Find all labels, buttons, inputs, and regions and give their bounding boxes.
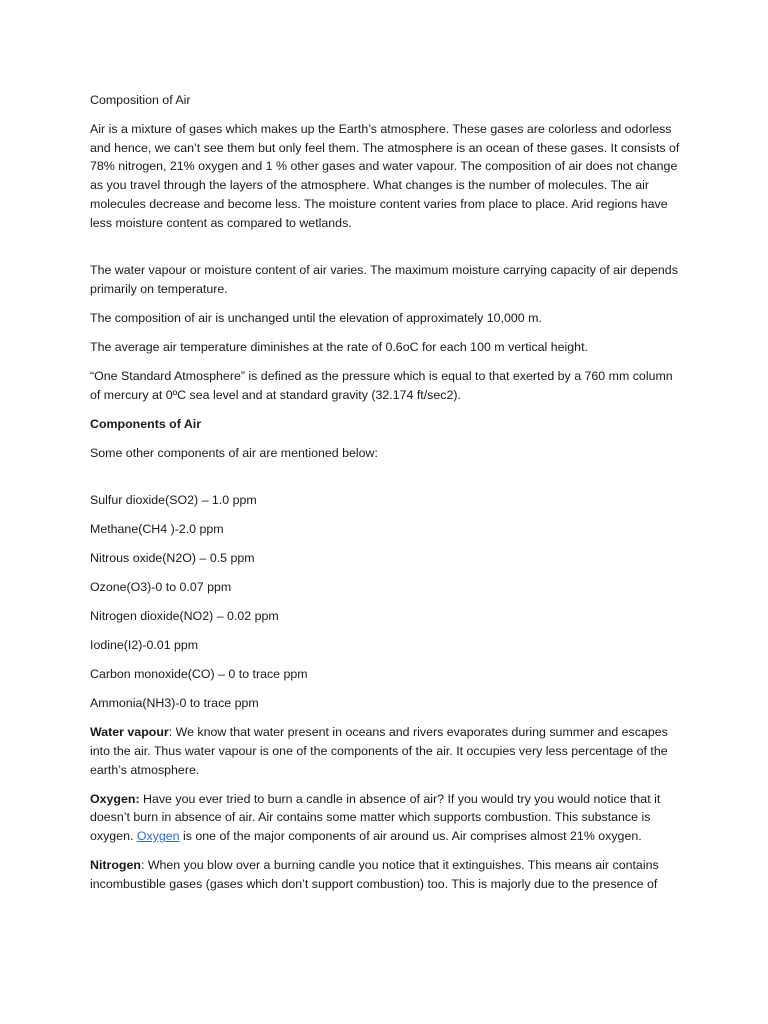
component-item-methane: Methane(CH4 )-2.0 ppm xyxy=(90,522,224,537)
paragraph-composition: The composition of air is unchanged until the elevation of approximately 10,000 m. xyxy=(90,310,542,325)
document-page xyxy=(90,91,680,904)
water-vapour-label: Water vapour xyxy=(90,725,169,740)
component-item-nitrous-oxide: Nitrous oxide(N2O) – 0.5 ppm xyxy=(90,551,255,566)
component-item-carbon-monoxide: Carbon monoxide(CO) – 0 to trace ppm xyxy=(90,667,308,682)
components-heading: Components of Air xyxy=(90,416,202,431)
component-item-ozone: Ozone(O3)-0 to 0.07 ppm xyxy=(90,580,232,595)
paragraph-moisture: The water vapour or moisture content of air varies. The maximum moisture carrying capacity of air depends primarily on temperature. xyxy=(90,263,678,296)
water-vapour-paragraph xyxy=(90,723,680,779)
document-title: Composition of Air xyxy=(90,93,191,107)
component-item-iodine: Iodine(I2)-0.01 ppm xyxy=(90,638,199,653)
intro-paragraph: Air is a mixture of gases which makes up the Earth’s atmosphere. These gases are colorless and odorless and hence, we can’t see them but only feel them. The atmosphere is an ocean of these gases. It consists of 78% nitrogen, 21% oxygen and 1 % other gases and water vapour. The composition of air does not change as you travel through the layers of the atmosphere. What changes is the number of molecules. The air molecules decrease and become less. The moisture content varies from place to place. Arid regions have less moisture content as compared to wetlands. xyxy=(90,122,680,230)
paragraph-temperature: The average air temperature diminishes at the rate of 0.6oC for each 100 m vertical height. xyxy=(90,339,588,354)
component-item-sulfur-dioxide: Sulfur dioxide(SO2) – 1.0 ppm xyxy=(90,493,257,508)
nitrogen-text: : When you blow over a burning candle you notice that it extinguishes. This means air contains incombustible gases (gases which don’t support combustion) too. This is majorly due to the presence of xyxy=(90,858,659,891)
blank-line xyxy=(90,473,680,492)
oxygen-text-after-link: is one of the major components of air around us. Air comprises almost 21% oxygen. xyxy=(179,829,642,844)
oxygen-label: Oxygen: xyxy=(90,791,140,806)
component-item-nitrogen-dioxide: Nitrogen dioxide(NO2) – 0.02 ppm xyxy=(90,609,279,624)
oxygen-text-before-link: Have you ever tried to burn a candle in absence of air? If you would try you would notice that it doesn’t burn in absence of air. Air contains some matter which supports combustion. This substance is oxygen. xyxy=(90,791,661,844)
nitrogen-label: Nitrogen xyxy=(90,858,141,873)
water-vapour-text: : We know that water present in oceans and rivers evaporates during summer and escapes into the air. Thus water vapour is one of the components of the air. It occupies very less percentage of the earth’s atmosphere. xyxy=(90,725,668,777)
oxygen-link[interactable]: Oxygen xyxy=(136,829,180,844)
nitrogen-paragraph xyxy=(90,856,680,893)
components-intro: Some other components of air are mentioned below: xyxy=(90,445,378,460)
paragraph-standard-atmosphere: “One Standard Atmosphere” is defined as the pressure which is equal to that exerted by a 760 mm column of mercury at 0ºC sea level and at standard gravity (32.174 ft/sec2). xyxy=(90,368,673,402)
blank-line xyxy=(90,243,680,262)
oxygen-paragraph xyxy=(90,790,680,846)
component-item-ammonia: Ammonia(NH3)-0 to trace ppm xyxy=(90,696,259,711)
